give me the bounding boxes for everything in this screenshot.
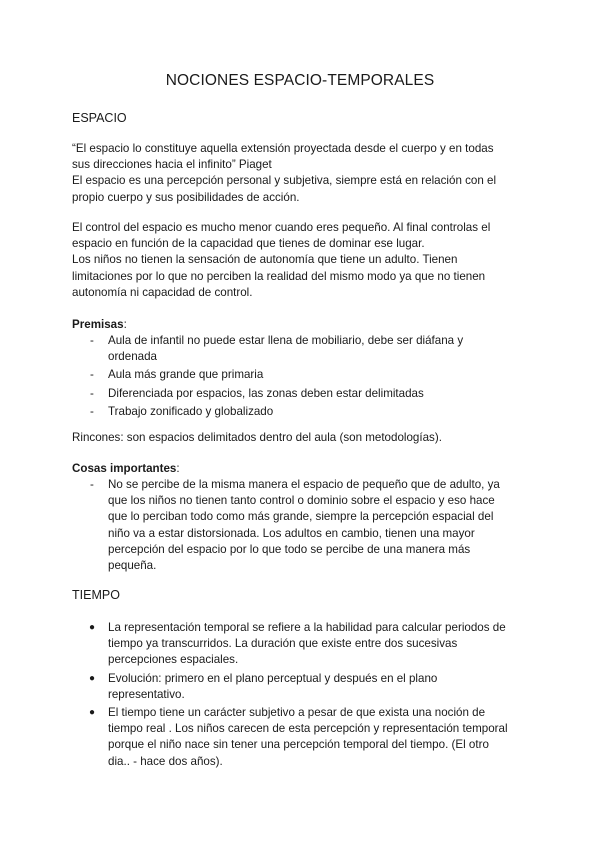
bullet-marker: ● xyxy=(89,707,96,719)
text-line: percepción del espacio por lo que todo se percibe de una manera más xyxy=(108,542,471,556)
list-item xyxy=(72,333,532,365)
espacio-heading: ESPACIO xyxy=(72,111,127,125)
text-line: dia.. - hace dos años). xyxy=(108,754,223,768)
text-line: que lo perciban todo como más grande, siempre la percepción espacial del xyxy=(108,510,494,524)
text-line: “El espacio lo constituye aquella extensión proyectada desde el cuerpo y en todas xyxy=(72,142,494,155)
dash-marker: - xyxy=(90,386,94,400)
dash-marker: - xyxy=(90,368,94,382)
cosas-label-bold: Cosas importantes xyxy=(72,462,177,475)
text-line: sus direcciones hacia el infinito” Piaget xyxy=(72,158,272,172)
text-line: percepciones espaciales. xyxy=(108,653,239,667)
premisas-colon: : xyxy=(123,318,127,331)
cosas-colon: : xyxy=(176,462,180,475)
text-line: La representación temporal se refiere a la habilidad para calcular periodos de xyxy=(108,621,506,634)
bullet-marker: ● xyxy=(89,672,96,684)
text-line: Aula más grande que primaria xyxy=(108,368,264,382)
text-line: El control del espacio es mucho menor cuando eres pequeño. Al final controlas el xyxy=(72,221,491,234)
tiempo-heading: TIEMPO xyxy=(72,588,120,602)
dash-marker: - xyxy=(90,404,94,418)
text-line: representativo. xyxy=(108,687,185,701)
text-line: que los niños no tienen tanto control o dominio sobre el espacio y eso hace xyxy=(108,494,495,508)
text-line: autonomía ni capacidad de control. xyxy=(72,285,253,299)
list-item xyxy=(72,386,532,402)
text-line: pequeña. xyxy=(108,559,157,573)
text-line: propio cuerpo y sus posibilidades de acción. xyxy=(72,190,300,204)
text-line: No se percibe de la misma manera el espacio de pequeño que de adulto, ya xyxy=(108,478,500,491)
text-line: Evolución: primero en el plano perceptual y después en el plano xyxy=(108,671,438,685)
list-item xyxy=(72,477,532,574)
tiempo-list xyxy=(72,620,532,772)
dash-marker: - xyxy=(90,334,94,347)
text-line: Los niños no tienen la sensación de autonomía que tiene un adulto. Tienen xyxy=(72,253,458,267)
text-line: ordenada xyxy=(108,350,157,364)
premisas-label xyxy=(72,317,528,333)
premisas-label-bold: Premisas xyxy=(72,318,124,331)
text-line: Aula de infantil no puede estar llena de mobiliario, debe ser diáfana y xyxy=(108,334,464,347)
text-line: espacio en función de la capacidad que tienes de dominar ese lugar. xyxy=(72,237,425,251)
text-line: tiempo real . Los niños carecen de esta percepción y representación temporal xyxy=(108,722,508,736)
list-item xyxy=(72,705,532,770)
cosas-importantes-label xyxy=(72,461,528,477)
text-line: Trabajo zonificado y globalizado xyxy=(108,404,274,418)
text-line: El espacio es una percepción personal y subjetiva, siempre está en relación con el xyxy=(72,174,497,188)
list-item xyxy=(72,367,532,383)
document-title: NOCIONES ESPACIO-TEMPORALES xyxy=(165,72,435,89)
text-line: porque el niño nace sin tener una percepción temporal del tiempo. (El otro xyxy=(108,738,489,752)
bullet-marker: ● xyxy=(89,622,96,633)
rincones-paragraph: Rincones: son espacios delimitados dentro del aula (son metodologías). xyxy=(72,431,442,444)
list-item xyxy=(72,671,532,703)
list-item xyxy=(72,404,532,420)
text-line: limitaciones por lo que no perciben la realidad del mismo modo ya que no tienen xyxy=(72,269,486,283)
text-line: niño va a estar distorsionada. Los adultos en cambio, tienen una mayor xyxy=(108,526,475,540)
cosas-importantes-list xyxy=(72,477,532,576)
list-item xyxy=(72,620,532,669)
espacio-control-paragraph xyxy=(72,220,528,301)
dash-marker: - xyxy=(90,478,94,491)
text-line: tiempo ya transcurridos. La duración que existe entre dos sucesivas xyxy=(108,637,458,651)
text-line: Diferenciada por espacios, las zonas deben estar delimitadas xyxy=(108,386,424,400)
text-line: El tiempo tiene un carácter subjetivo a pesar de que exista una noción de xyxy=(108,706,486,720)
premisas-list xyxy=(72,333,532,422)
espacio-intro-paragraph xyxy=(72,141,528,206)
